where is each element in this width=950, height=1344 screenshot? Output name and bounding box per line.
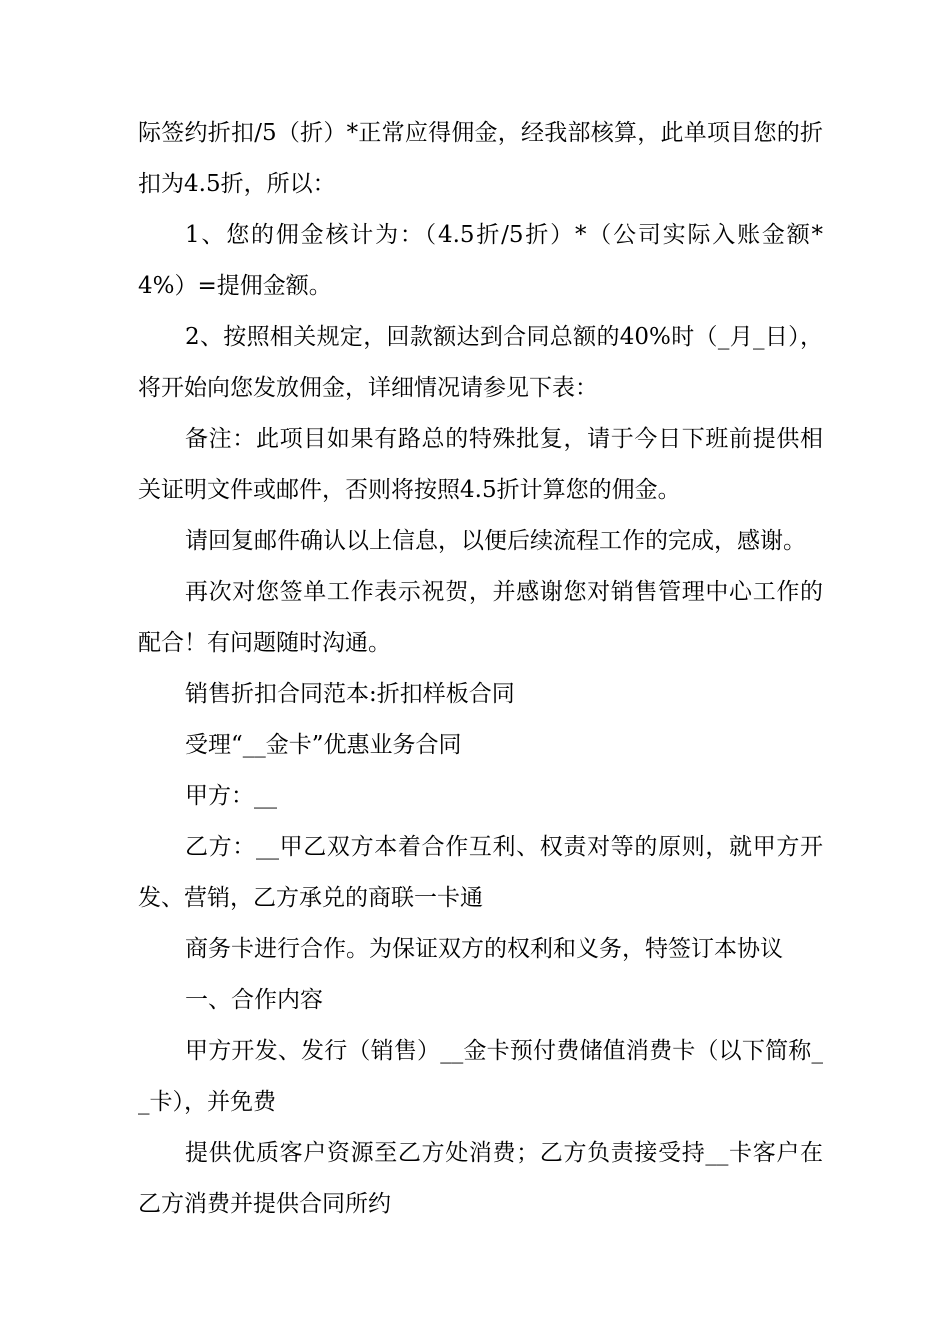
paragraph: 乙方：__甲乙双方本着合作互利、权责对等的原则，就甲方开发、营销，乙方承兑的商联一卡通: [138, 834, 823, 911]
paragraph: 备注：此项目如果有路总的特殊批复，请于今日下班前提供相关证明文件或邮件，否则将按照4.5折计算您的佣金。: [138, 426, 823, 503]
section-heading: 一、合作内容: [185, 987, 323, 1013]
paragraph: 2、按照相关规定，回款额达到合同总额的40%时（_月_日），将开始向您发放佣金，详细情况请参见下表：: [138, 324, 823, 401]
paragraph: 商务卡进行合作。为保证双方的权利和义务，特签订本协议: [185, 936, 783, 962]
paragraph: 际签约折扣/5（折）*正常应得佣金，经我部核算，此单项目您的折扣为4.5折，所以：: [138, 120, 823, 197]
paragraph: 再次对您签单工作表示祝贺，并感谢您对销售管理中心工作的配合！有问题随时沟通。: [138, 579, 823, 656]
paragraph: 销售折扣合同范本:折扣样板合同: [185, 681, 515, 707]
paragraph: 甲方开发、发行（销售）__金卡预付费储值消费卡（以下简称__卡），并免费: [138, 1038, 823, 1115]
paragraph: 提供优质客户资源至乙方处消费；乙方负责接受持__卡客户在乙方消费并提供合同所约: [138, 1140, 823, 1217]
document-body: [138, 108, 823, 1230]
paragraph: 1、您的佣金核计为：（4.5折/5折）*（公司实际入账金额*4%）=提佣金额。: [138, 222, 823, 299]
paragraph: 受理“__金卡”优惠业务合同: [185, 732, 462, 758]
paragraph: 请回复邮件确认以上信息，以便后续流程工作的完成，感谢。: [185, 528, 806, 554]
paragraph: 甲方：__: [185, 783, 277, 809]
